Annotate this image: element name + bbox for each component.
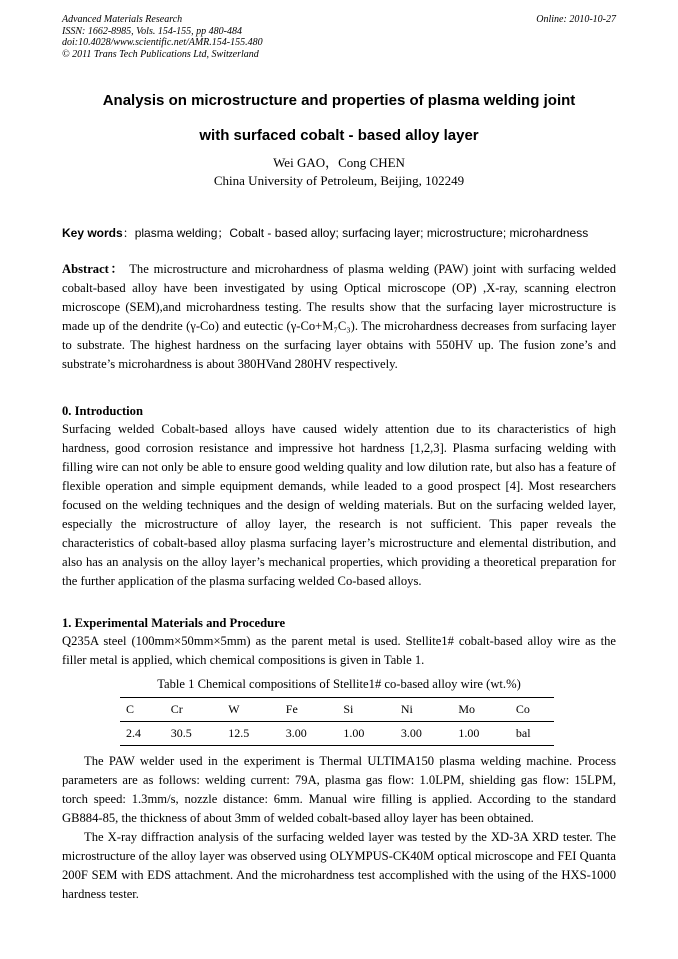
table-cell: 1.00 [337, 722, 395, 746]
issn-line: ISSN: 1662-8985, Vols. 154-155, pp 480-484 [62, 25, 242, 37]
journal-header [62, 14, 616, 60]
table-cell: 12.5 [222, 722, 280, 746]
section-heading-introduction: 0. Introduction [62, 404, 143, 418]
table-cell: 30.5 [165, 722, 223, 746]
abstract-label: Abstract： [62, 262, 125, 276]
keywords-label: Key words [62, 226, 123, 240]
table-cell: 3.00 [280, 722, 338, 746]
journal-name: Advanced Materials Research [62, 14, 183, 25]
table-header-cell: Fe [280, 698, 338, 722]
abstract-text: The microstructure and microhardness of plasma welding (PAW) joint with surfacing welded cobalt-based alloy have been investigated by using Optical microscope (OP) ,X-ray, scanning electron microscope (SEM),and microhardness testing. The results show that the surfacing layer microstructure is made up of the dendrite (γ-Co) and eutectic (γ-Co+M₇C₃). The microhardness decreases from surfacing layer to substrate. The highest hardness on the surfacing layer obtains with 550HV up. The fusion zone’s and substrate’s microhardness is about 380HVand 280HV respectively. [62, 262, 616, 371]
table-header-row [120, 698, 554, 722]
paper-title-line-1: Analysis on microstructure and properties of plasma welding joint [102, 92, 576, 109]
welder-paragraph: The PAW welder used in the experiment is Thermal ULTIMA150 plasma welding machine. Process parameters are as follows: welding current: 79A, plasma gas flow: 1.0LPM, shielding gas flow: 15LPM, torch speed: 1.3mm/s, nozzle distance: 6mm. Manual wire filling is applied. According to the standard GB884-85, the thickness of about 3mm of welded cobalt-based alloy layer has been obtained. [62, 754, 616, 825]
table-cell: 1.00 [452, 722, 510, 746]
table-header-cell: Co [510, 698, 554, 722]
introduction-paragraph: Surfacing welded Cobalt-based alloys have caused widely attention due to its characteristics of high hardness, good corrosion resistance and impressive hot hardness [1,2,3]. Plasma surfacing welding with filling wire can not only be able to ensure good welding quality and low dilution rate, but also has a feature of flexible operation and simple equipment demands, while leaded to a good prospect [4]. Most researchers focused on the welding techniques and the design of welding materials. But on the surfacing welded layer, especially the microstructure of alloy layer, the research is not sufficient. This paper reveals the characteristics of cobalt-based alloy plasma surfacing layer’s microstructure and elemental distribution, and also has an analysis on the alloy layer’s mechanical properties, which providing a theoretical preparation for the further application of the plasma surfacing welded Co-based alloys. [62, 422, 616, 588]
table-caption: Table 1 Chemical compositions of Stellite1# co-based alloy wire (wt.%) [157, 677, 521, 691]
procedure-paragraphs [62, 752, 616, 904]
section-heading-materials: 1. Experimental Materials and Procedure [62, 616, 286, 630]
copyright-line: © 2011 Trans Tech Publications Ltd, Switzerland [62, 48, 259, 60]
table-header-cell: W [222, 698, 280, 722]
paper-title-line-2: with surfaced cobalt - based alloy layer [199, 127, 479, 144]
online-date: Online: 2010-10-27 [536, 14, 616, 25]
doi-line: doi:10.4028/www.scientific.net/AMR.154-155.480 [62, 37, 263, 48]
materials-paragraph: Q235A steel (100mm×50mm×5mm) as the parent metal is used. Stellite1# cobalt-based alloy wire as the filler metal is applied, which chemical compositions is given in Table 1. [62, 634, 616, 667]
table-header-cell: Mo [452, 698, 510, 722]
author-block [62, 154, 616, 190]
keywords-text: ：plasma welding；Cobalt - based alloy; surfacing layer; microstructure; microhardness [122, 226, 589, 240]
author-names: Wei GAO，Cong CHEN [273, 155, 405, 170]
table-cell: 3.00 [395, 722, 453, 746]
composition-table [120, 697, 554, 746]
abstract [62, 260, 616, 374]
table-header-cell: C [120, 698, 165, 722]
analysis-paragraph: The X-ray diffraction analysis of the surfacing welded layer was tested by the XD-3A XRD tester. The microstructure of the alloy layer was observed using OLYMPUS-CK40M optical microscope and FEI Quanta 200F SEM with EDS attachment. And the microhardness test accomplished with the using of the HXS-1000 hardness tester. [62, 830, 616, 901]
table-row [120, 722, 554, 746]
keywords [62, 224, 616, 241]
table-header-cell: Ni [395, 698, 453, 722]
table-cell: 2.4 [120, 722, 165, 746]
author-affiliation: China University of Petroleum, Beijing, 102249 [213, 173, 465, 188]
table-cell: bal [510, 722, 554, 746]
table-header-cell: Si [337, 698, 395, 722]
table-header-cell: Cr [165, 698, 223, 722]
